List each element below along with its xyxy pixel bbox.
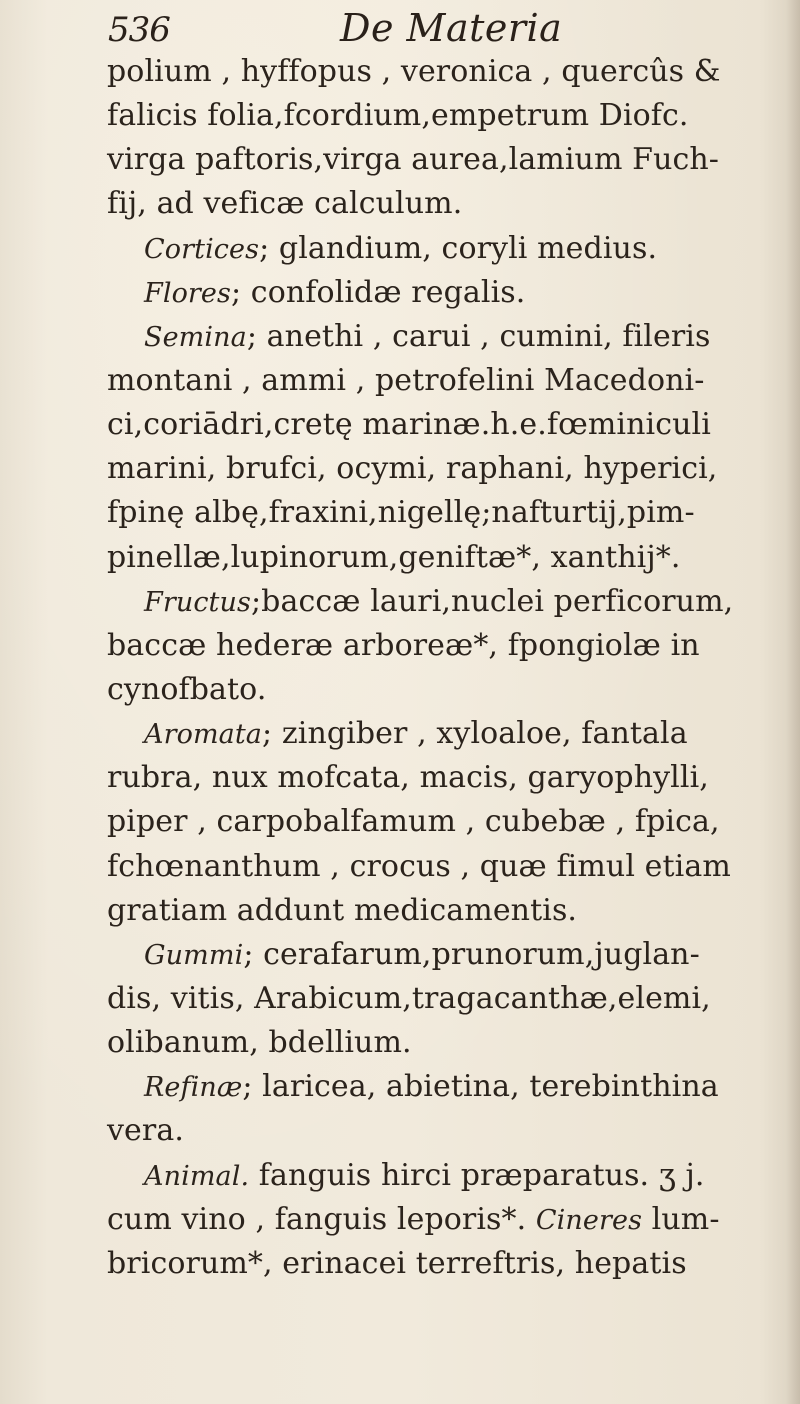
text-line: fpinę albę,fraxini,nigellę;nafturtij,pim- [107, 495, 695, 531]
entry-label: Cortices [144, 233, 260, 265]
entry-label: Gummi [144, 939, 244, 971]
text-line: marini, brufci, ocymi, raphani, hyperici, [107, 451, 718, 487]
text-line: baccæ hederæ arboreæ*, fpongiolæ in [107, 627, 700, 663]
text-line: ci,coriādri,cretę marinæ.h.e.fœminiculi [107, 407, 711, 443]
entry-label: Refinæ [144, 1072, 243, 1104]
text-line: Refinæ; laricea, abietina, terebinthina [144, 1069, 719, 1105]
entry-label: Cineres [535, 1204, 643, 1236]
entry-label: Aromata [144, 719, 263, 751]
text-line: montani , ammi , petrofelini Macedoni- [107, 362, 705, 398]
page-header [108, 4, 760, 54]
text-line: virga paftoris,virga aurea,lamium Fuch- [107, 142, 720, 178]
text-line: rubra, nux mofcata, macis, garyophylli, [107, 760, 709, 796]
text-line: Aromata; zingiber , xyloaloe, fantala [144, 716, 688, 752]
entry-label: Flores [144, 277, 231, 309]
text-line: Fructus;baccæ lauri,nuclei perficorum, [144, 583, 734, 619]
text-line: cynofbato. [107, 671, 267, 707]
text-line: bricorum*, erinacei terreftris, hepatis [107, 1245, 687, 1281]
text-line: vera. [107, 1113, 184, 1149]
text-line: cum vino , fanguis leporis*. Cineres lum- [107, 1201, 720, 1237]
text-line: Animal. fanguis hirci præparatus. ʒ j. [144, 1157, 705, 1193]
entry-label: Fructus [144, 586, 251, 618]
text-line: falicis folia,fcordium,empetrum Diofc. [107, 98, 689, 134]
text-line: Gummi; cerafarum,prunorum,juglan- [144, 936, 700, 972]
text-line: gratiam addunt medicamentis. [107, 892, 578, 928]
text-line: dis, vitis, Arabicum,tragacanthæ,elemi, [107, 980, 711, 1016]
text-line: olibanum, bdellium. [107, 1025, 412, 1061]
running-title: De Materia [340, 6, 563, 50]
text-line: Flores; confolidæ regalis. [144, 274, 526, 310]
text-line: Cortices; glandium, coryli medius. [144, 230, 658, 266]
text-line: piper , carpobalfamum , cubebæ , fpica, [107, 804, 720, 840]
text-line: Semina; anethi , carui , cumini, fileris [144, 318, 711, 354]
page-number: 536 [108, 10, 170, 50]
text-line: fchœnanthum , crocus , quæ fimul etiam [107, 848, 731, 884]
entry-label: Animal. [144, 1160, 250, 1192]
text-line: fij, ad veficæ calculum. [107, 186, 463, 222]
text-line: polium , hyffopus , veronica , quercûs & [107, 54, 721, 89]
body-text [107, 50, 797, 1286]
entry-label: Semina [144, 321, 247, 353]
text-line: pinellæ,lupinorum,geniftæ*, xanthij*. [107, 539, 681, 575]
